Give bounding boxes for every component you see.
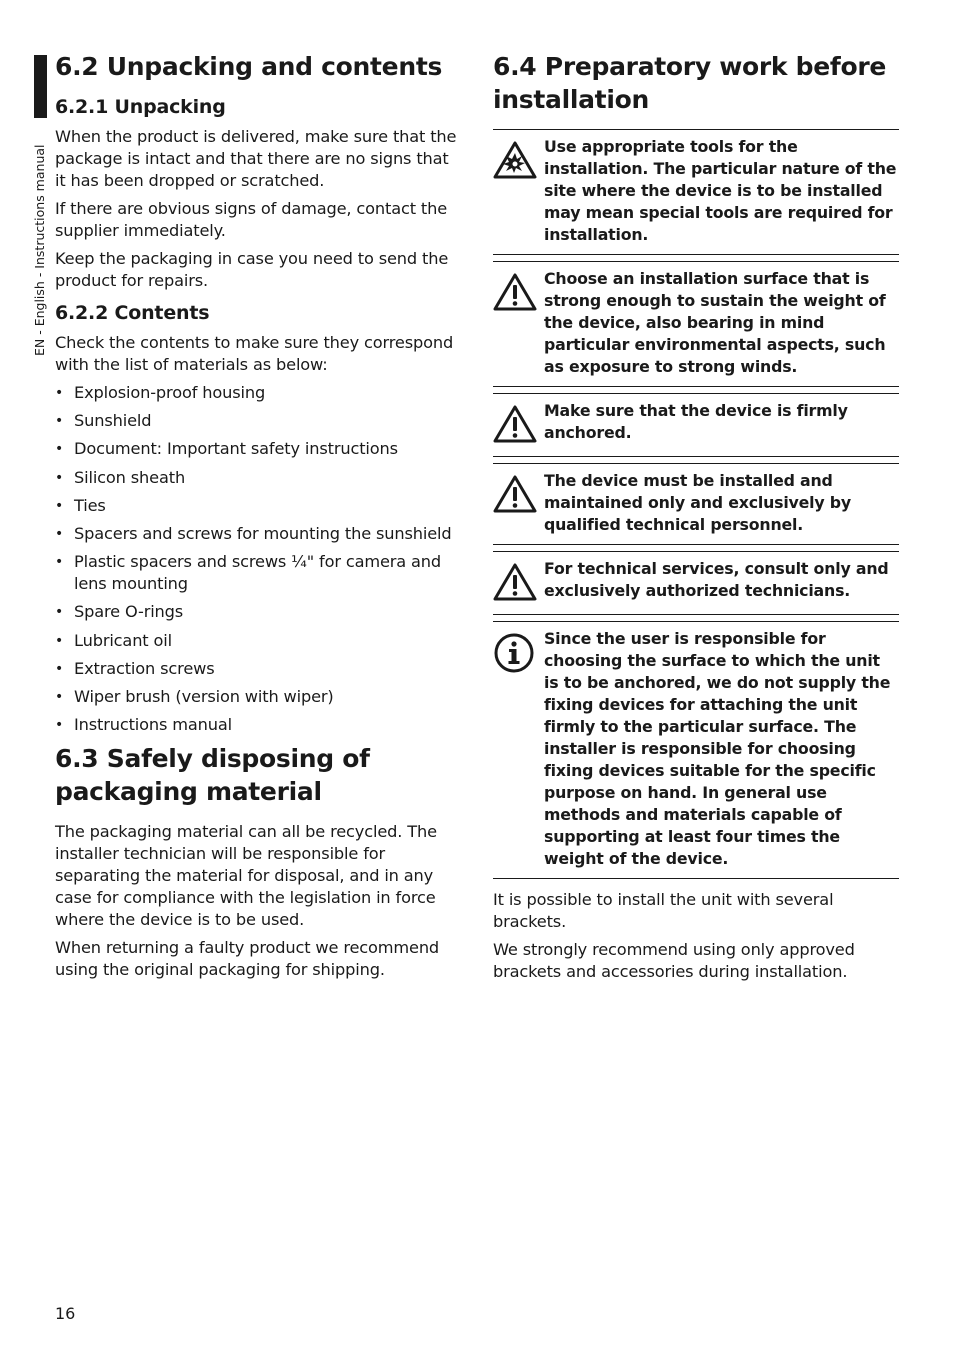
warning-icon <box>493 470 544 536</box>
notice-text: The device must be installed and maintained only and exclusively by qualified technical personnel. <box>544 471 851 534</box>
list-item: • Explosion-proof housing <box>55 382 463 404</box>
list-item: • Silicon sheath <box>55 467 463 489</box>
list-item: • Lubricant oil <box>55 630 463 652</box>
paragraph: If there are obvious signs of damage, contact the supplier immediately. <box>55 199 448 240</box>
left-column <box>55 50 463 981</box>
section-marker-bar <box>34 55 47 118</box>
notice-box <box>493 129 899 255</box>
heading-6-2: 6.2 Unpacking and contents <box>55 52 443 81</box>
info-icon <box>493 628 544 870</box>
heading-6-2-1: 6.2.1 Unpacking <box>55 96 226 118</box>
warning-icon <box>493 268 544 378</box>
list-item: • Ties <box>55 495 463 517</box>
paragraph: When the product is delivered, make sure that the package is intact and that there are no signs that it has been dropped or scratched. <box>55 127 457 190</box>
right-column <box>493 50 899 983</box>
heading-6-4: 6.4 Preparatory work before installation <box>493 52 887 114</box>
paragraph: Keep the packaging in case you need to send the product for repairs. <box>55 249 449 290</box>
page-number: 16 <box>55 1304 76 1323</box>
heading-6-2-2: 6.2.2 Contents <box>55 302 210 324</box>
explosion-hazard-icon <box>493 136 544 246</box>
notice-text: Make sure that the device is firmly anchored. <box>544 401 848 442</box>
list-item: • Instructions manual <box>55 714 463 736</box>
list-item: • Plastic spacers and screws ¼" for camera and lens mounting <box>55 551 463 595</box>
list-item: • Extraction screws <box>55 658 463 680</box>
notice-text: For technical services, consult only and exclusively authorized technicians. <box>544 559 889 600</box>
list-item: • Wiper brush (version with wiper) <box>55 686 463 708</box>
paragraph: Check the contents to make sure they correspond with the list of materials as below: <box>55 333 454 374</box>
notice-text: Since the user is responsible for choosing the surface to which the unit is to be anchored, we do not supply the fixing devices for attaching the unit firmly to the particular surface. The installer is responsible for choosing fixing devices suitable for the specific purpose on hand. In general use methods and materials capable of supporting at least four times the weight of the device. <box>544 629 891 868</box>
paragraph: The packaging material can all be recycled. The installer technician will be responsible for separating the material for disposal, and in any case for compliance with the legislation in force where the device is to be used. <box>55 822 437 930</box>
notice-box <box>493 261 899 387</box>
notice-box <box>493 551 899 615</box>
list-item: • Spare O-rings <box>55 601 463 623</box>
list-item: • Document: Important safety instructions <box>55 438 463 460</box>
notice-text: Choose an installation surface that is strong enough to sustain the weight of the device, also bearing in mind particular environmental aspects, such as exposure to strong winds. <box>544 269 886 376</box>
installation-notes <box>493 889 899 983</box>
warning-icon <box>493 558 544 606</box>
notice-box <box>493 621 899 879</box>
list-item: • Spacers and screws for mounting the sunshield <box>55 523 463 545</box>
notice-text: Use appropriate tools for the installation. The particular nature of the site where the device is to be installed may mean special tools are required for installation. <box>544 137 897 244</box>
heading-6-3: 6.3 Safely disposing of packaging material <box>55 744 370 807</box>
warning-icon <box>493 400 544 448</box>
notice-box <box>493 393 899 457</box>
side-label: EN - English - Instructions manual <box>32 144 47 356</box>
contents-list <box>55 382 463 736</box>
list-item: • Sunshield <box>55 410 463 432</box>
notice-box <box>493 463 899 545</box>
paragraph: When returning a faulty product we recommend using the original packaging for shipping. <box>55 938 440 980</box>
paragraph: It is possible to install the unit with several brackets. <box>493 890 834 931</box>
paragraph: We strongly recommend using only approved brackets and accessories during installation. <box>493 940 855 981</box>
